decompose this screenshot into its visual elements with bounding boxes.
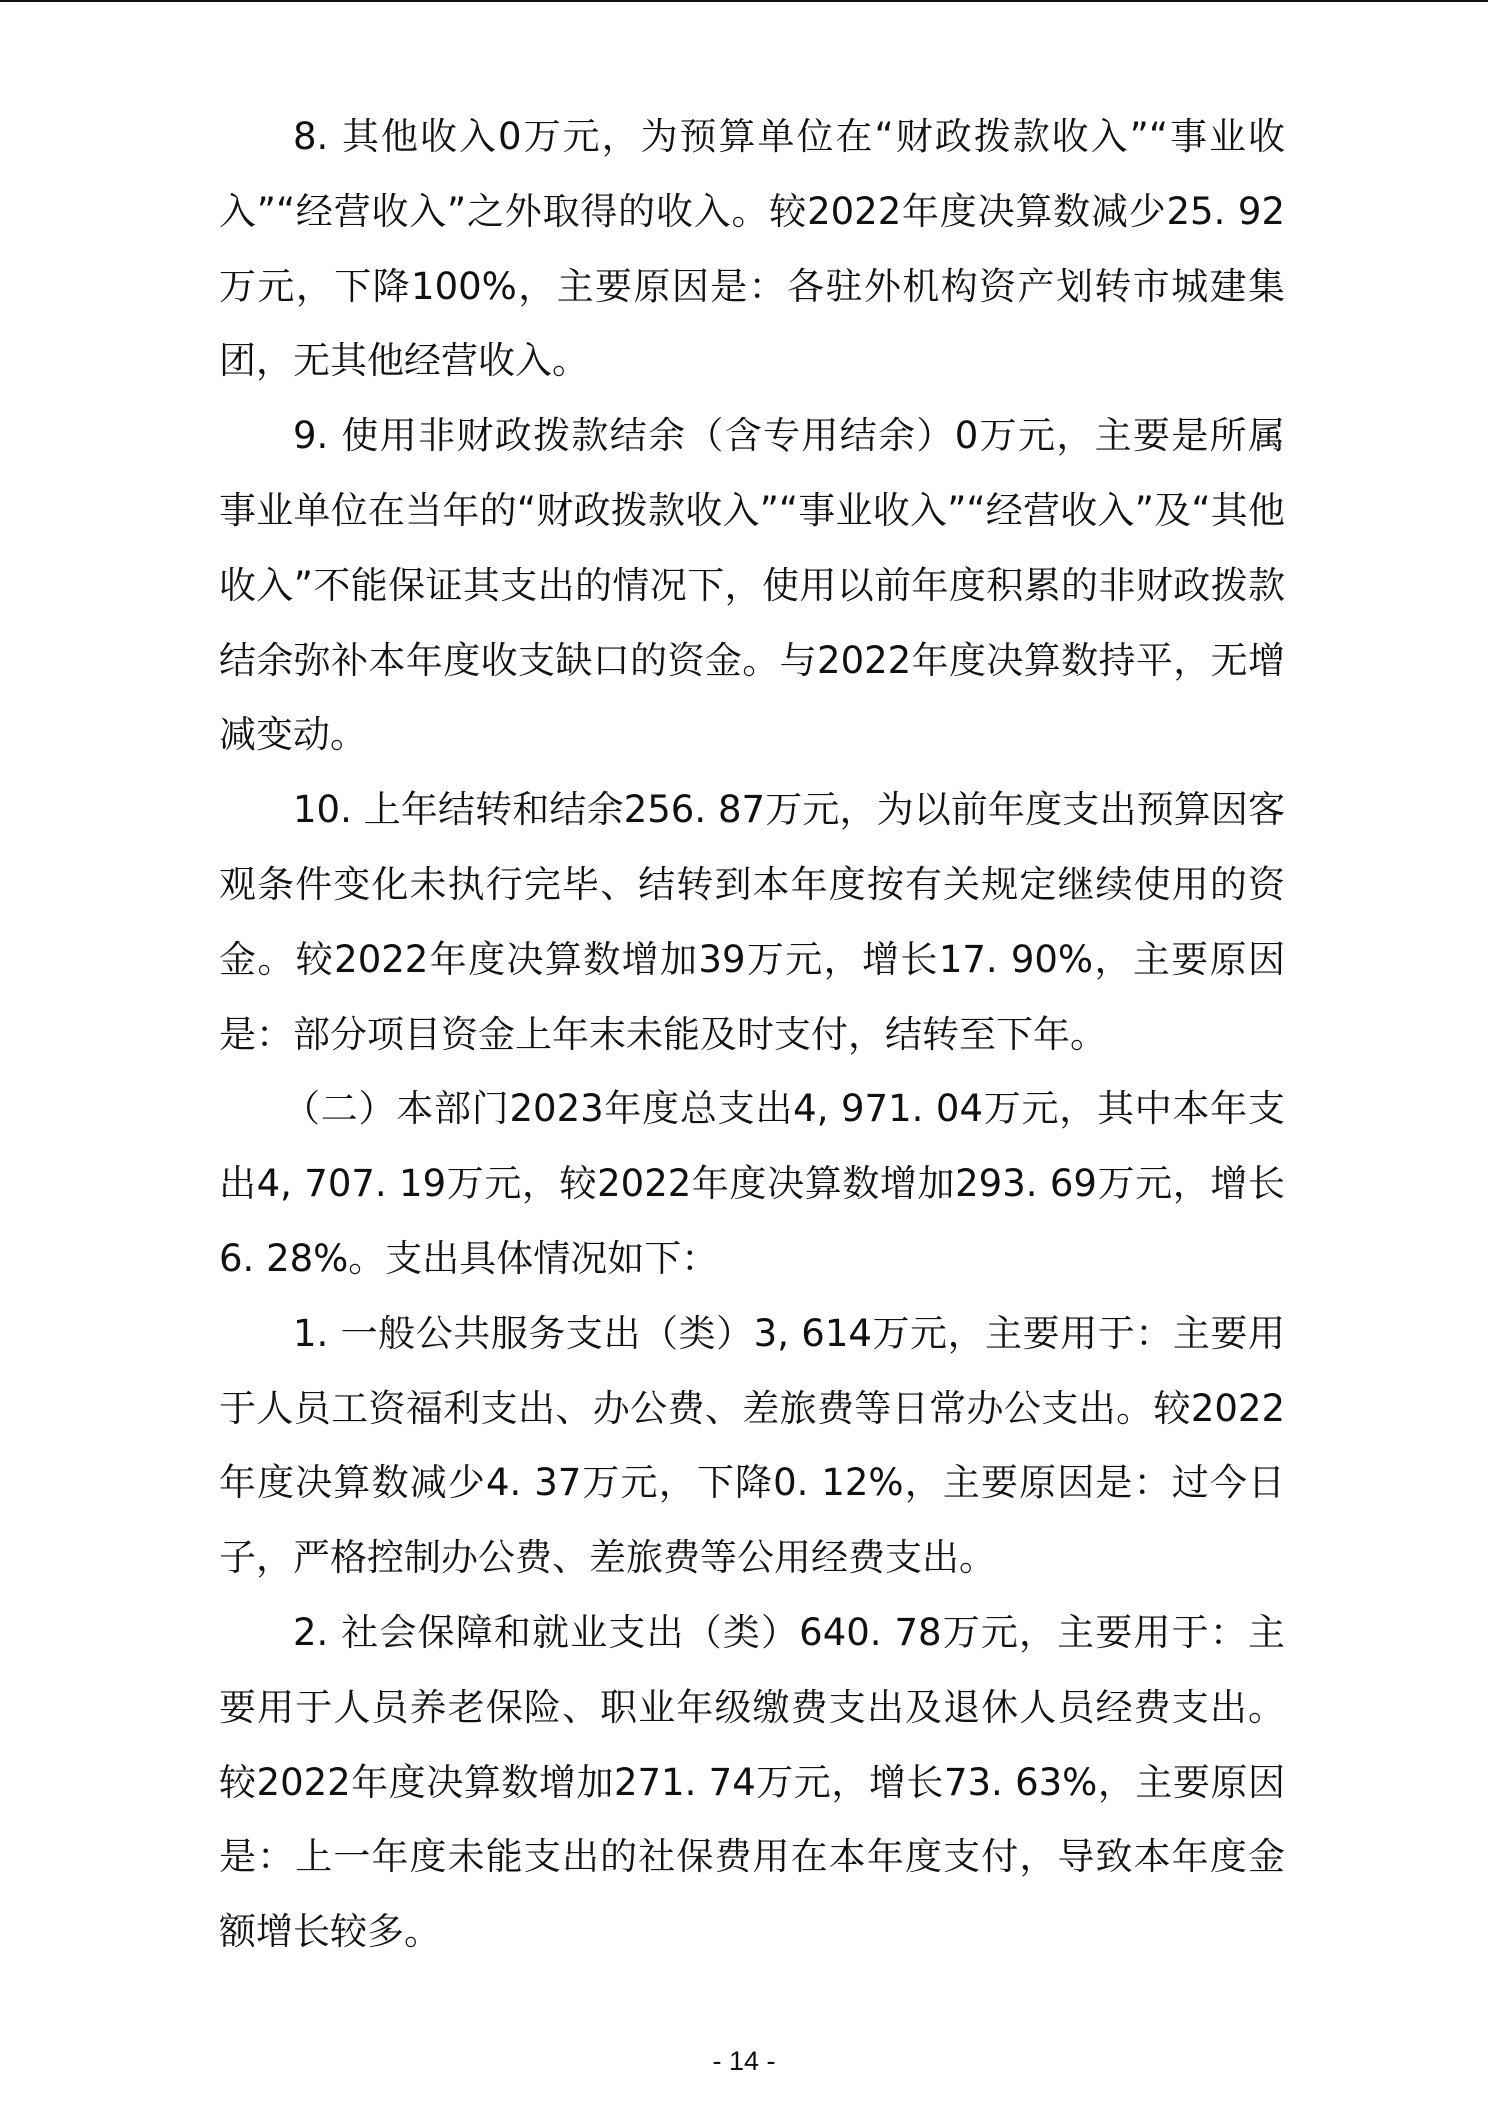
paragraph-carryover-balance: 10. 上年结转和结余256. 87万元，为以前年度支出预算因客观条件变化未执行完毕、结转到本年度按有关规定继续使用的资金。较2022年度决算数增加39万元，增长17. 90%，主要原因是：部分项目资金上年末未能及时支付，结转至下年。 [219,788,1285,1056]
paragraph-other-income: 8. 其他收入0万元，为预算单位在“财政拨款收入”“事业收入”“经营收入”之外取得的收入。较2022年度决算数减少25. 92万元，下降100%，主要原因是：各驻外机构资产划转市城建集团，无其他经营收入。 [219,115,1285,383]
paragraph-social-security-expenditure: 2. 社会保障和就业支出（类）640. 78万元，主要用于：主要用于人员养老保险、职业年级缴费支出及退休人员经费支出。较2022年度决算数增加271. 74万元，增长73. 63%，主要原因是：上一年度未能支出的社保费用在本年度支付，导致本年度金额增长较多。 [219,1610,1285,1954]
paragraph-total-expenditure: （二）本部门2023年度总支出4, 971. 04万元，其中本年支出4, 707. 19万元，较2022年度决算数增加293. 69万元，增长6. 28%。支出具体情况如下： [219,1087,1285,1280]
paragraph-public-service-expenditure: 1. 一般公共服务支出（类）3, 614万元，主要用于：主要用于人员工资福利支出、办公费、差旅费等日常办公支出。较2022年度决算数减少4. 37万元，下降0. 12%，主要原因是：过今日子，严格控制办公费、差旅费等公用经费支出。 [219,1311,1285,1580]
paragraph-non-fiscal-balance: 9. 使用非财政拨款结余（含专用结余）0万元，主要是所属事业单位在当年的“财政拨款收入”“事业收入”“经营收入”及“其他收入”不能保证其支出的情况下，使用以前年度积累的非财政拨款结余弥补本年度收支缺口的资金。与2022年度决算数持平，无增减变动。 [219,414,1285,757]
document-body [219,100,1285,1970]
page-number: - 14 - [712,2046,776,2076]
